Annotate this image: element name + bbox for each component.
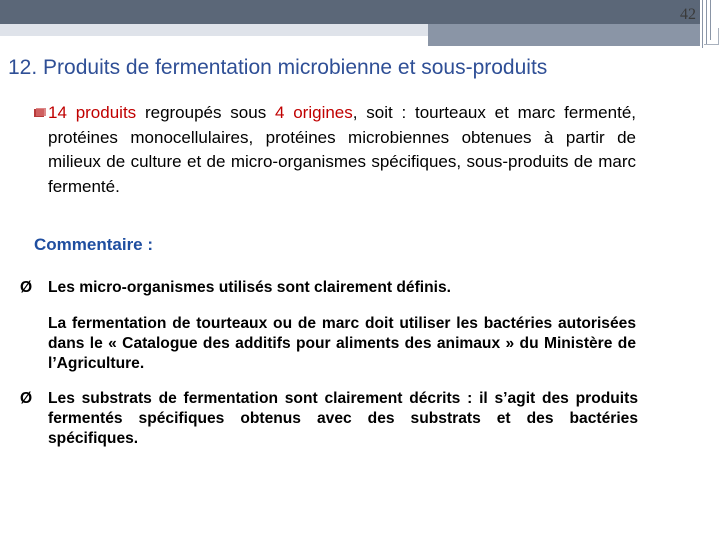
product-count: 14 produits xyxy=(48,103,137,122)
arrow-bullet-icon: Ø xyxy=(20,279,33,296)
decorative-rule xyxy=(702,0,703,48)
comment-item xyxy=(48,314,636,374)
main-bullet xyxy=(34,101,636,199)
header-accent-band xyxy=(428,24,700,46)
comment-text: Les substrats de fermentation sont clairement décrits : il s’agit des produits fermentés spécifiques obtenus avec des substrats et des bactéries spécifiques. xyxy=(48,390,638,447)
origin-count: 4 origines xyxy=(274,103,353,122)
bullet-icon xyxy=(34,108,46,118)
comment-item xyxy=(20,278,638,298)
comment-item xyxy=(20,389,638,449)
decorative-corner xyxy=(704,28,719,45)
comment-text: Les micro-organismes utilisés sont clairement définis. xyxy=(48,279,451,296)
header-bar xyxy=(0,0,700,24)
arrow-bullet-icon: Ø xyxy=(20,390,33,407)
bullet-text-part: regroupés sous xyxy=(136,103,275,122)
page-number: 42 xyxy=(680,6,696,23)
comment-label: Commentaire : xyxy=(34,235,154,254)
slide-title: 12. Produits de fermentation microbienne et sous-produits xyxy=(8,56,548,79)
comment-text: La fermentation de tourteaux ou de marc doit utiliser les bactéries autorisées dans le « Catalogue des additifs pour aliments des animaux » du Ministère de l’Agriculture. xyxy=(48,315,636,372)
bullet-text-part: , soit : tourteaux et marc fermenté, protéines monocellulaires, protéines microbiennes obtenues à partir de milieux de culture et de micro-organismes spécifiques, sous-produits de marc fermenté. xyxy=(48,103,636,196)
bullet-text xyxy=(34,101,636,199)
